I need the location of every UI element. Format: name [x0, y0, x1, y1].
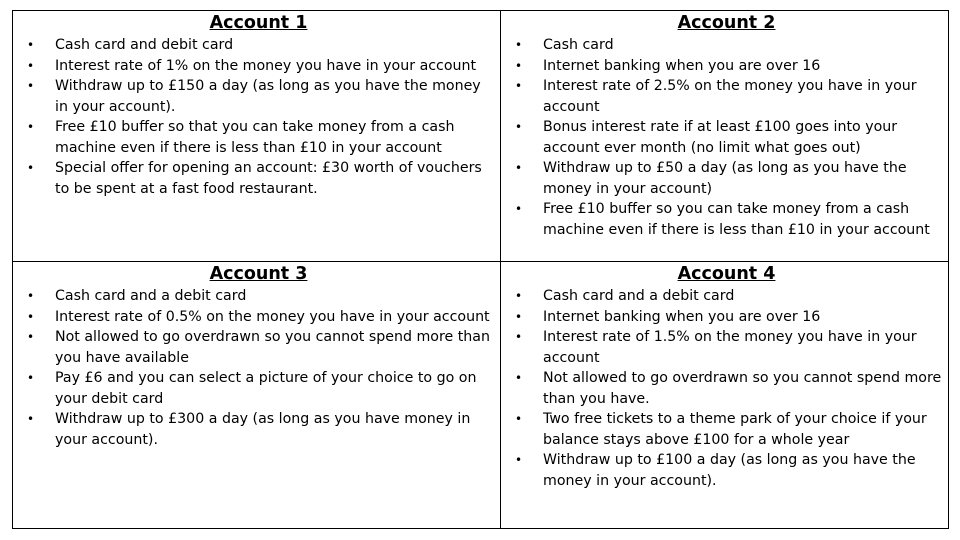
account-1-title: Account 1 [209, 13, 308, 33]
bullet-icon: • [27, 58, 35, 73]
feature-item: • Withdraw up to £300 a day (as long as you have money in your account). [27, 411, 471, 448]
bullet-icon: • [515, 453, 523, 467]
account-2-title: Account 2 [677, 13, 776, 33]
bullet-icon: • [515, 309, 523, 324]
account-1-panel [13, 11, 501, 262]
feature-item: • Free £10 buffer so you can take money from a cash machine even if there is less than £10 in your account [515, 201, 930, 238]
bullet-icon: • [515, 412, 523, 426]
feature-item: • Interest rate of 1% on the money you have in your account [21, 56, 496, 77]
feature-item: • Internet banking when you are over 16 [509, 307, 944, 328]
feature-item: • Free £10 buffer so that you can take money from a cash machine even if there is less than £10 in your account [27, 119, 455, 156]
bullet-icon: • [27, 330, 35, 344]
account-4-title: Account 4 [677, 264, 776, 284]
bullet-icon: • [515, 161, 523, 175]
feature-item: • Interest rate of 1.5% on the money you have in your account [515, 329, 917, 366]
bullet-icon: • [27, 289, 35, 303]
bullet-icon: • [27, 161, 35, 175]
bullet-icon: • [515, 79, 523, 93]
account-1-features [21, 35, 496, 199]
bullet-icon: • [515, 202, 523, 216]
feature-item: • Cash card and a debit card [509, 286, 944, 307]
feature-item: • Withdraw up to £50 a day (as long as you have the money in your account) [515, 160, 907, 197]
feature-item: • Pay £6 and you can select a picture of your choice to go on your debit card [27, 370, 477, 407]
feature-item: • Withdraw up to £150 a day (as long as you have the money in your account). [27, 78, 481, 115]
feature-item: • Not allowed to go overdrawn so you cannot spend more than you have. [515, 370, 942, 407]
bullet-icon: • [27, 120, 35, 134]
feature-item: • Interest rate of 0.5% on the money you have in your account [21, 307, 496, 328]
bullet-icon: • [515, 289, 523, 303]
account-4-features [509, 286, 944, 491]
bullet-icon: • [515, 330, 523, 344]
bullet-icon: • [515, 371, 523, 385]
account-2-features [509, 35, 944, 240]
feature-item: • Cash card and a debit card [21, 286, 496, 307]
account-3-title: Account 3 [209, 264, 308, 284]
account-3-features [21, 286, 496, 450]
feature-item: • Bonus interest rate if at least £100 goes into your account ever month (no limit what goes out) [515, 119, 898, 156]
bullet-icon: • [27, 79, 35, 93]
bullet-icon: • [515, 38, 523, 52]
accounts-comparison-table [12, 10, 949, 529]
bullet-icon: • [27, 38, 35, 52]
feature-item: • Cash card [509, 35, 944, 56]
account-3-panel [13, 262, 501, 528]
bullet-icon: • [27, 412, 35, 426]
feature-item: • Internet banking when you are over 16 [509, 56, 944, 77]
feature-item: • Not allowed to go overdrawn so you cannot spend more than you have available [27, 329, 490, 366]
bullet-icon: • [27, 309, 35, 324]
feature-item: • Interest rate of 2.5% on the money you have in your account [515, 78, 917, 115]
feature-item: • Cash card and debit card [21, 35, 496, 56]
bullet-icon: • [27, 371, 35, 385]
bullet-icon: • [515, 120, 523, 134]
account-4-panel [501, 262, 948, 528]
feature-item: • Withdraw up to £100 a day (as long as you have the money in your account). [515, 452, 916, 489]
feature-item: • Two free tickets to a theme park of your choice if your balance stays above £100 for a whole year [515, 411, 927, 448]
bullet-icon: • [515, 58, 523, 73]
feature-item: • Special offer for opening an account: £30 worth of vouchers to be spent at a fast food restaurant. [27, 160, 482, 197]
account-2-panel [501, 11, 948, 262]
